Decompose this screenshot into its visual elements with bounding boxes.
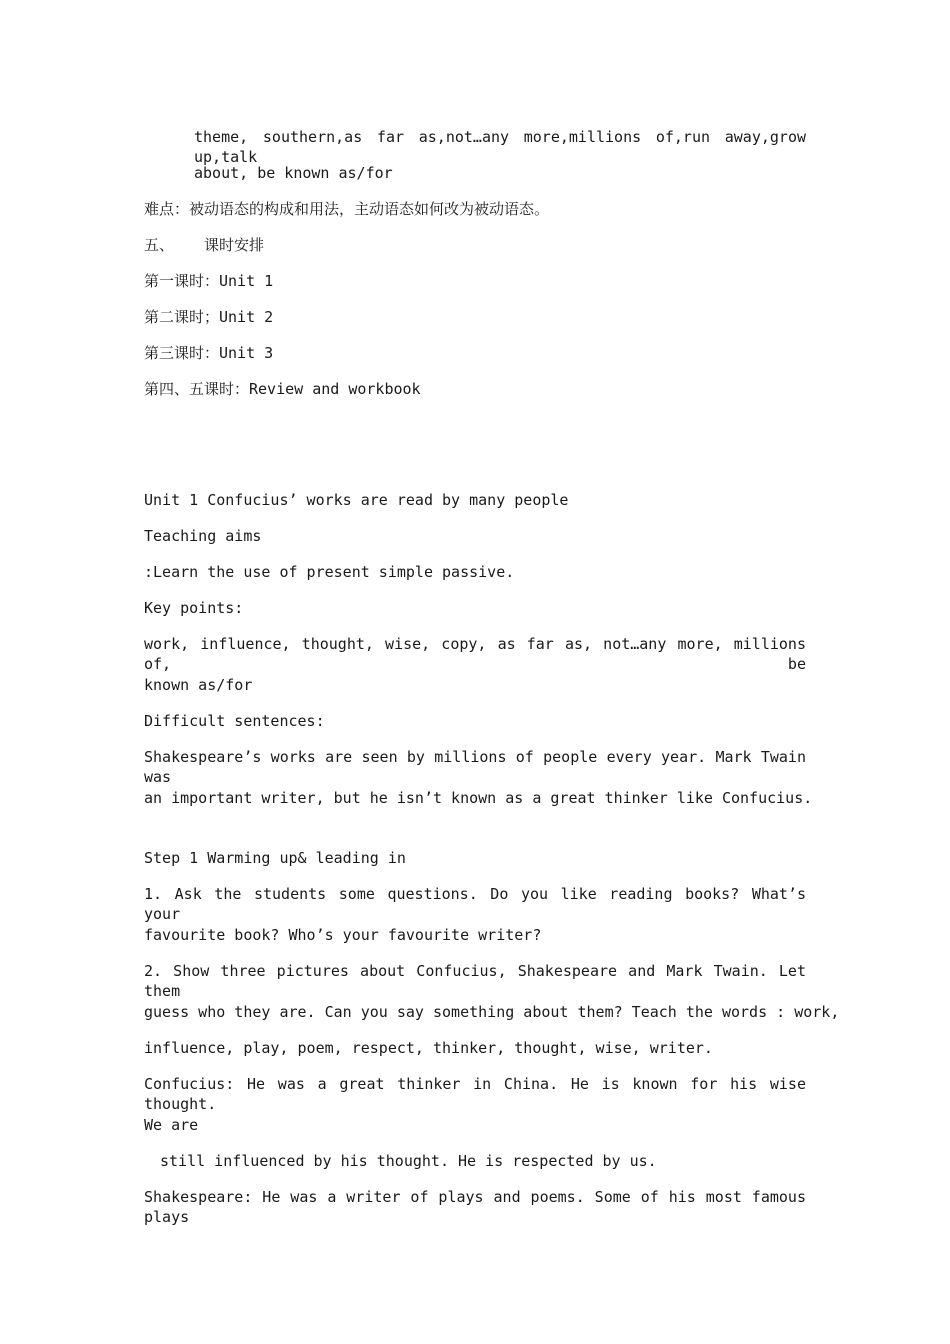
confucius-line-2: We are [144, 1116, 199, 1134]
difficult-sentence-line-2: an important writer, but he isn’t known as a great thinker like Confucius. [144, 789, 813, 807]
unit-title: Unit 1 Confucius’ works are read by many people [144, 491, 569, 509]
confucius-line-3: still influenced by his thought. He is respected by us. [160, 1152, 657, 1170]
section-title: 课时安排 [204, 236, 265, 254]
section-five-heading [144, 235, 264, 255]
step-1-heading: Step 1 Warming up& leading in [144, 849, 406, 867]
lesson-2: 第二课时；Unit 2 [144, 308, 274, 326]
step-1-item-2-line-3: influence, play, poem, respect, thinker, thought, wise, writer. [144, 1039, 713, 1057]
step-1-item-1-line-2: favourite book? Who’s your favourite writer? [144, 926, 542, 944]
vocab-line-2: about, be known as/for [194, 164, 393, 182]
key-points-line-1: work, influence, thought, wise, copy, as far as, not…any more, millions of, be [144, 635, 806, 673]
lesson-1: 第一课时：Unit 1 [144, 272, 274, 290]
difficulty-note: 难点：被动语态的构成和用法，主动语态如何改为被动语态。 [144, 200, 550, 218]
step-1-item-2-line-2: guess who they are. Can you say something about them? Teach the words : work, [144, 1003, 840, 1021]
difficult-sentence-line-1: Shakespeare’s works are seen by millions of people every year. Mark Twain was [144, 748, 806, 786]
difficult-sentences-heading: Difficult sentences: [144, 712, 325, 730]
lesson-3: 第三课时：Unit 3 [144, 344, 274, 362]
lesson-4-5: 第四、五课时：Review and workbook [144, 380, 421, 398]
teaching-aims-heading: Teaching aims [144, 527, 262, 545]
teaching-aims-text: :Learn the use of present simple passive. [144, 563, 515, 581]
shakespeare-line-1: Shakespeare: He was a writer of plays and poems. Some of his most famous plays [144, 1188, 806, 1226]
confucius-line-1: Confucius: He was a great thinker in China. He is known for his wise thought. [144, 1075, 806, 1113]
key-points-line-2: known as/for [144, 676, 253, 694]
step-1-item-1-line-1: 1. Ask the students some questions. Do you like reading books? What’s your [144, 885, 806, 923]
step-1-item-2-line-1: 2. Show three pictures about Confucius, Shakespeare and Mark Twain. Let them [144, 962, 806, 1000]
key-points-heading: Key points: [144, 599, 244, 617]
section-number: 五、 [144, 236, 175, 254]
vocab-line-1: theme, southern,as far as,not…any more,millions of,run away,grow up,talk [194, 128, 806, 166]
